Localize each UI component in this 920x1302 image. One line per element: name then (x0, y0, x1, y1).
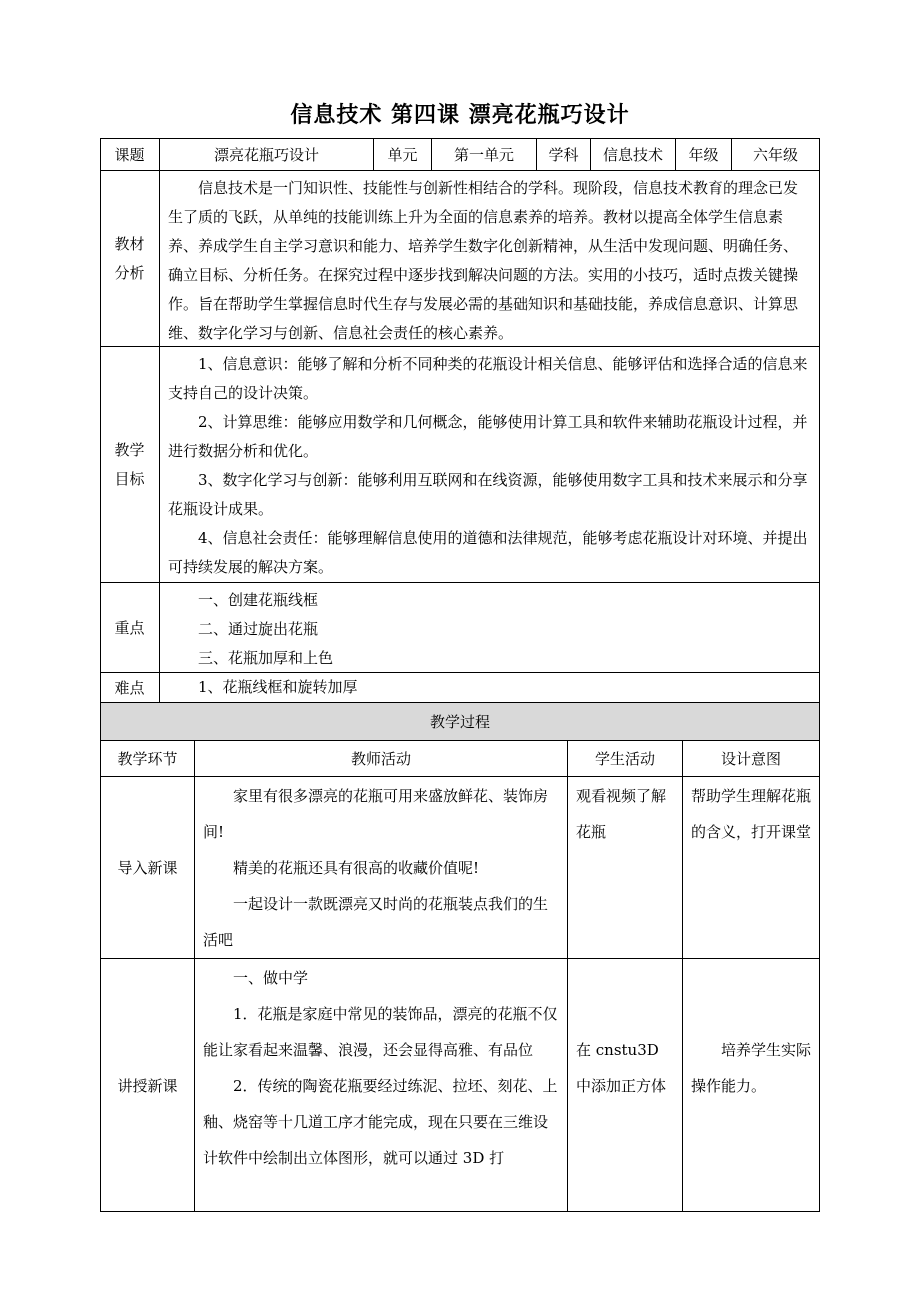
student-activity-intro: 观看视频了解花瓶 (576, 787, 667, 841)
key-points-label: 重点 (114, 619, 145, 637)
column-header-teacher: 教师活动 (350, 750, 411, 768)
design-intent-intro: 帮助学生理解花瓶的含义，打开课堂 (691, 787, 812, 841)
goal-item: 3、数字化学习与创新：能够利用互联网和在线资源，能够使用数字工具和技术来展示和分享花瓶设计成果。 (168, 471, 808, 518)
goals-label-line-1: 教学 (114, 440, 145, 459)
goal-item: 4、信息社会责任：能够理解信息使用的道德和法律规范，能够考虑花瓶设计对环境、并提出可持续发展的解决方案。 (168, 529, 808, 576)
column-header-student: 学生活动 (594, 750, 655, 768)
analysis-content (168, 174, 812, 344)
stage-intro: 导入新课 (117, 859, 178, 877)
analysis-label-line-2: 分析 (114, 263, 145, 282)
difficulty-content (168, 673, 812, 702)
teacher-activity-new-lesson (203, 960, 561, 1210)
student-activity-new-lesson: 在 cnstu3D 中添加正方体 (576, 1041, 667, 1095)
subject-value: 信息技术 (602, 146, 663, 164)
topic-value: 漂亮花瓶巧设计 (213, 146, 319, 164)
column-header-intent: 设计意图 (720, 750, 781, 768)
topic-label: 课题 (114, 146, 145, 164)
teacher-activity-line: 1．花瓶是家庭中常见的装饰品，漂亮的花瓶不仅能让家看起来温馨、浪漫，还会显得高雅、有品位 (203, 1005, 558, 1059)
page-title: 信息技术 第四课 漂亮花瓶巧设计 (290, 102, 630, 128)
difficulty-text: 1、花瓶线框和旋转加厚 (198, 678, 358, 696)
process-title: 教学过程 (429, 713, 490, 731)
stage-new-lesson: 讲授新课 (117, 1076, 178, 1095)
teacher-activity-line: 家里有很多漂亮的花瓶可用来盛放鲜花、装饰房间! (203, 787, 549, 841)
analysis-label-line-1: 教材 (114, 234, 145, 253)
grade-label: 年级 (688, 146, 719, 164)
goal-item: 1、信息意识：能够了解和分析不同种类的花瓶设计相关信息、能够评估和选择合适的信息来支持自己的设计决策。 (168, 355, 808, 402)
goals-label (100, 347, 159, 582)
teacher-activity-line: 精美的花瓶还具有很高的收藏价值呢! (233, 859, 480, 877)
key-point-item: 一、创建花瓶线框 (198, 591, 319, 609)
teacher-activity-line: 一、做中学 (233, 969, 309, 987)
difficulty-label: 难点 (114, 679, 145, 697)
column-header-stage: 教学环节 (117, 750, 178, 768)
key-points-content (168, 586, 812, 670)
analysis-label (100, 171, 159, 346)
goals-content (168, 350, 812, 580)
goal-item: 2、计算思维：能够应用数学和几何概念，能够使用计算工具和软件来辅助花瓶设计过程，并进行数据分析和优化。 (168, 413, 808, 460)
grade-value: 六年级 (752, 146, 798, 164)
teacher-activity-intro (203, 778, 561, 956)
design-intent-new-lesson: 培养学生实际操作能力。 (691, 1041, 812, 1095)
subject-label: 学科 (548, 146, 579, 164)
key-point-item: 三、花瓶加厚和上色 (198, 649, 334, 667)
goals-label-line-2: 目标 (114, 469, 145, 488)
key-point-item: 二、通过旋出花瓶 (198, 620, 319, 638)
teacher-activity-line: 一起设计一款既漂亮又时尚的花瓶装点我们的生活吧 (203, 895, 549, 949)
analysis-text: 信息技术是一门知识性、技能性与创新性相结合的学科。现阶段，信息技术教育的理念已发生了质的飞跃，从单纯的技能训练上升为全面的信息素养的培养。教材以提高全体学生信息素养、养成学生自主学习意识和能力、培养学生数字化创新精神，从生活中发现问题、明确任务、确立目标、分析任务。在探究过程中逐步找到解决问题的方法。实用的小技巧，适时点拨关键操作。旨在帮助学生掌握信息时代生存与发展必需的基础知识和基础技能，养成信息意识、计算思维、数字化学习与创新、信息社会责任的核心素养。 (168, 179, 799, 342)
unit-value: 第一单元 (453, 146, 514, 164)
teacher-activity-line: 2．传统的陶瓷花瓶要经过练泥、拉坯、刻花、上釉、烧窑等十几道工序才能完成，现在只要在三维设计软件中绘制出立体图形，就可以通过 3D 打 (203, 1077, 558, 1167)
unit-label: 单元 (387, 146, 418, 164)
